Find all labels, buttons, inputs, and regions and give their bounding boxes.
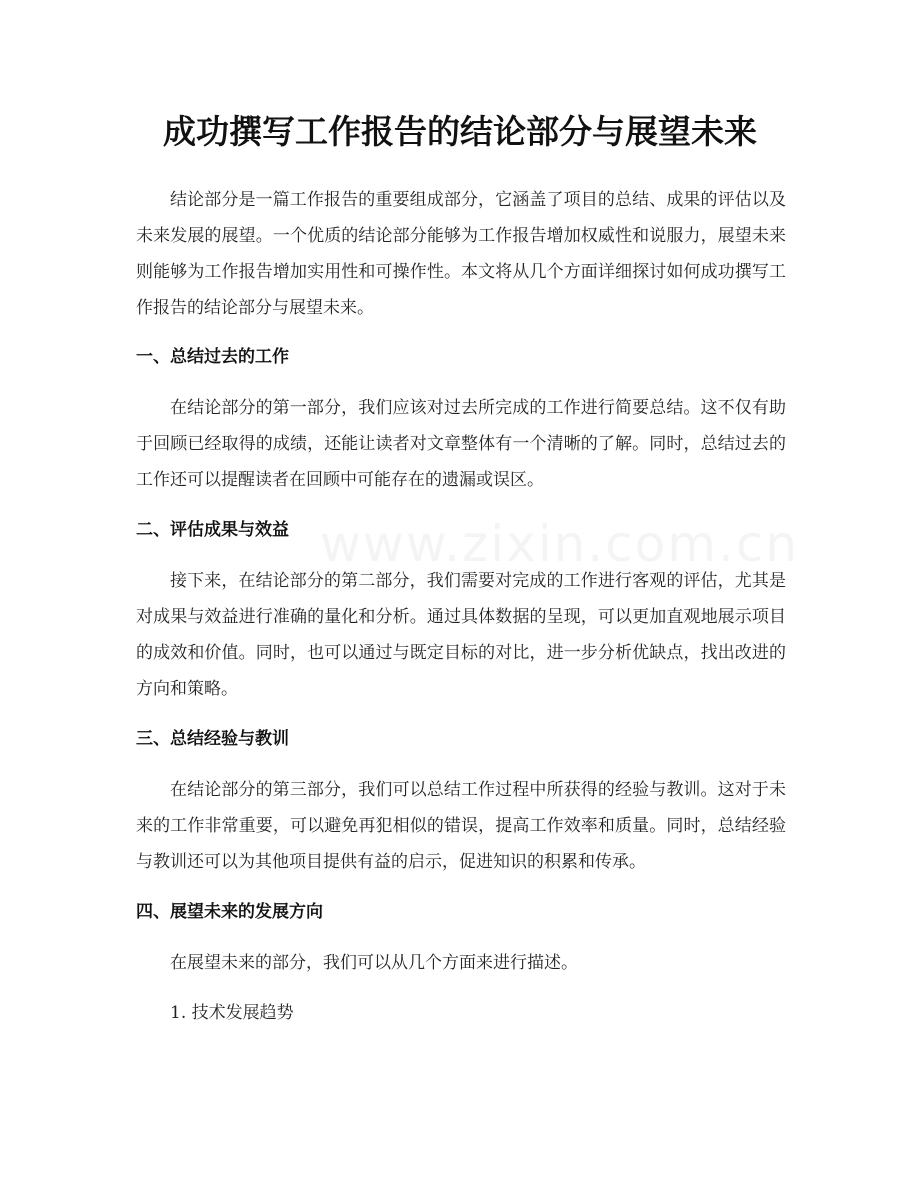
section-paragraph-2: 接下来，在结论部分的第二部分，我们需要对完成的工作进行客观的评估，尤其是对成果与效益进行准确的量化和分析。通过具体数据的呈现，可以更加直观地展示项目的成效和价值。同时，也可以通过与既定目标的对比，进一步分析优缺点，找出改进的方向和策略。	[136, 571, 786, 699]
list-item: 1. 技术发展趋势	[170, 1003, 294, 1023]
page-title: 成功撰写工作报告的结论部分与展望未来	[163, 112, 757, 151]
section-heading-1: 一、总结过去的工作	[136, 347, 289, 367]
section-heading-2: 二、评估成果与效益	[136, 520, 289, 540]
section-paragraph-3: 在结论部分的第三部分，我们可以总结工作过程中所获得的经验与教训。这对于未来的工作非常重要，可以避免再犯相似的错误，提高工作效率和质量。同时，总结经验与教训还可以为其他项目提供有益的启示，促进知识的积累和传承。	[136, 780, 786, 872]
section-heading-4: 四、展望未来的发展方向	[136, 902, 323, 922]
section-paragraph-4: 在展望未来的部分，我们可以从几个方面来进行描述。	[170, 953, 578, 973]
section-heading-3: 三、总结经验与教训	[136, 729, 289, 749]
intro-paragraph: 结论部分是一篇工作报告的重要组成部分，它涵盖了项目的总结、成果的评估以及未来发展的展望。一个优质的结论部分能够为工作报告增加权威性和说服力，展望未来则能够为工作报告增加实用性和可操作性。本文将从几个方面详细探讨如何成功撰写工作报告的结论部分与展望未来。	[136, 190, 786, 318]
section-paragraph-1: 在结论部分的第一部分，我们应该对过去所完成的工作进行简要总结。这不仅有助于回顾已经取得的成绩，还能让读者对文章整体有一个清晰的了解。同时，总结过去的工作还可以提醒读者在回顾中可能存在的遗漏或误区。	[136, 398, 786, 490]
